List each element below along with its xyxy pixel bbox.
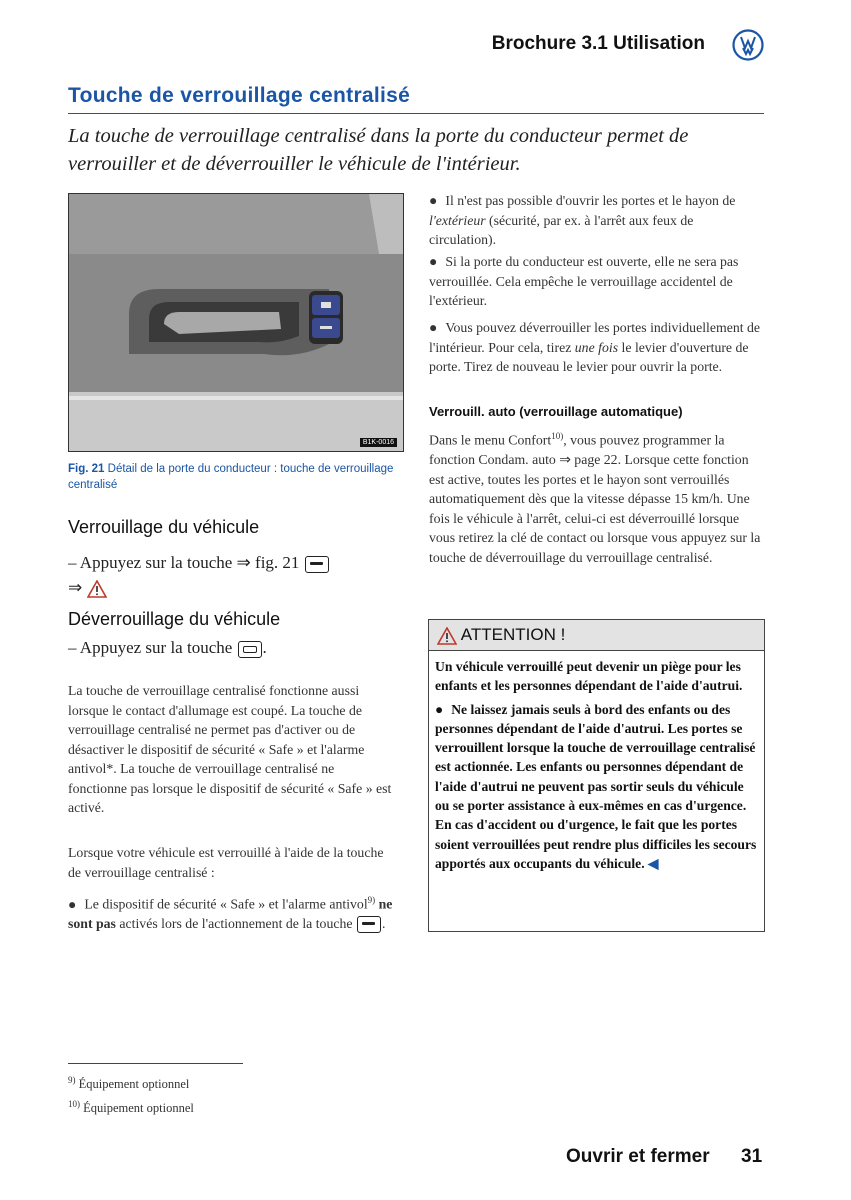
door-panel-illustration [69, 194, 403, 451]
footnote-ref: 10) [551, 431, 564, 441]
warning-header [429, 620, 764, 651]
figure-caption-text: Détail de la porte du conducteur : touche de verrouillage centralisé [68, 463, 394, 491]
figure-caption [68, 461, 408, 493]
right-bullet-3b: le levier d'ouverture de porte. Tirez de nouveau le levier pour ouvrir la porte. [429, 339, 749, 374]
auto-lock-text [429, 427, 763, 567]
bullet-icon: ● [68, 896, 77, 912]
title-divider [68, 113, 764, 114]
intro-text: La touche de verrouillage centralisé dans la porte du conducteur permet de verrouiller et de déverrouiller le véhicule de l'intérieur. [68, 125, 689, 175]
bullet-text-c: activés lors de l'actionnement de la touche [119, 916, 353, 932]
lock-key-icon [305, 556, 329, 573]
unlock-step: – Appuyez sur la touche . [68, 638, 267, 657]
right-bullet-1a: Il n'est pas possible d'ouvrir les portes et le hayon de [445, 193, 736, 208]
right-bullet-1em: l'extérieur [429, 212, 486, 228]
bullet-text-a: Le dispositif de sécurité « Safe » et l'alarme antivol [84, 896, 368, 912]
page-number: 31 [741, 1146, 763, 1167]
list-item [429, 252, 763, 311]
end-mark-icon: ◀ [648, 855, 659, 871]
bullet-text-bold: ne sont pas [68, 896, 393, 932]
auto-text-a: Dans le menu Confort [429, 432, 552, 448]
warning-bullet-text: Ne laissez jamais seuls à bord des enfants ou des personnes dépendant de l'aide d'autrui. Les portes se verrouillent lorsque la touche de verrouillage centralisé est actionnée. Les enfants ou personnes dépendant de l'aide d'autrui ne peuvent pas sortir seuls du véhicule ou se porter assistance à eux-mêmes en cas d'urgence. En cas d'accident ou d'urgence, le fait que les portes soient verrouillées peut rendre plus difficiles les secours apportés aux occupants du véhicule. [435, 701, 757, 871]
unlock-heading: Déverrouillage du véhicule [68, 609, 281, 629]
paragraph-function: La touche de verrouillage centralisé fonctionne aussi lorsque le contact d'allumage est coupé. La touche de verrouillage centralisé ne permet pas d'activer ou de désactiver le dispositif de sécurité « Safe » et l'alarme antivol*. La touche de verrouillage centralisé ne fonctionne pas lorsque le dispositif de sécurité « Safe » est activé. [68, 683, 392, 815]
warning-triangle-icon [87, 580, 107, 598]
page-header-title: Brochure 3.1 Utilisation [491, 33, 705, 54]
lock-step [68, 550, 388, 600]
bullet-icon: ● [429, 254, 438, 269]
right-bullet-3a: Vous pouvez déverrouiller les portes individuellement de l'intérieur. Pour cela, tirez [429, 320, 761, 355]
vw-logo-icon [732, 29, 764, 61]
section-title: Touche de verrouillage centralisé [68, 84, 411, 107]
footer-section-title: Ouvrir et fermer [566, 1146, 710, 1167]
bullet-icon: ● [429, 193, 438, 208]
warning-body [429, 651, 764, 873]
footnote-divider [68, 1063, 243, 1064]
lock-step-text: – Appuyez sur la touche ⇒ fig. 21 [68, 553, 300, 572]
list-item [429, 318, 763, 377]
figure-caption-label: Fig. 21 [68, 463, 105, 475]
lock-heading: Verrouillage du véhicule [68, 517, 260, 537]
auto-lock-heading: Verrouill. auto (verrouillage automatique) [429, 404, 683, 419]
footnote-text: Équipement optionnel [83, 1101, 194, 1116]
paragraph-locked: Lorsque votre véhicule est verrouillé à l'aide de la touche de verrouillage centralisé : [68, 845, 384, 880]
warning-bullet [435, 700, 758, 874]
right-bullet-2: Si la porte du conducteur est ouverte, elle ne sera pas verrouillée. Cela empêche le verrouillage accidentel de l'extérieur. [429, 254, 739, 308]
bullet-icon: ● [429, 320, 438, 335]
warning-triangle-icon [437, 627, 457, 645]
right-bullet-1b: (sécurité, par ex. à l'arrêt aux feux de circulation). [429, 212, 694, 247]
door-panel-figure [68, 193, 404, 452]
warning-box [428, 619, 765, 932]
warning-title: ATTENTION ! [460, 625, 566, 644]
footnote-text: Équipement optionnel [78, 1077, 190, 1092]
lock-step-arrow: ⇒ [68, 578, 83, 597]
warning-paragraph: Un véhicule verrouillé peut devenir un piège pour les enfants et les personnes dépendant de l'aide d'autrui. [435, 659, 743, 694]
unlock-step-text: – Appuyez sur la touche [68, 638, 233, 657]
footnote-number: 9) [68, 1075, 76, 1085]
auto-text-b: , vous pouvez programmer la fonction Condam. auto ⇒ page 22. Lorsque cette fonction est active, toutes les portes et le hayon sont verrouillés automatiquement dès que la vitesse dépasse 15 km/h. Une fois le véhicule à l'arrêt, celui-ci est déverrouillé lorsque vous retirez la clé de contact ou lorsque vous appuyez sur la touche de déverrouillage du verrouillage centralisé. [429, 432, 761, 565]
footnote [68, 1099, 194, 1116]
list-item: ● Le dispositif de sécurité « Safe » et l'alarme antivol$^{9)}$ ne sont pas activés lors de l'actionnement de la touche . [68, 891, 396, 934]
footnote [68, 1075, 189, 1092]
bullet-icon: ● [435, 701, 444, 717]
footnote-ref: 9) [367, 895, 376, 905]
footnote-number: 10) [68, 1099, 80, 1109]
unlock-key-icon [238, 641, 262, 658]
list-item [429, 191, 763, 250]
right-bullet-3em: une fois [574, 339, 619, 355]
lock-key-icon [357, 916, 381, 933]
figure-code: B1K-0016 [360, 438, 397, 447]
